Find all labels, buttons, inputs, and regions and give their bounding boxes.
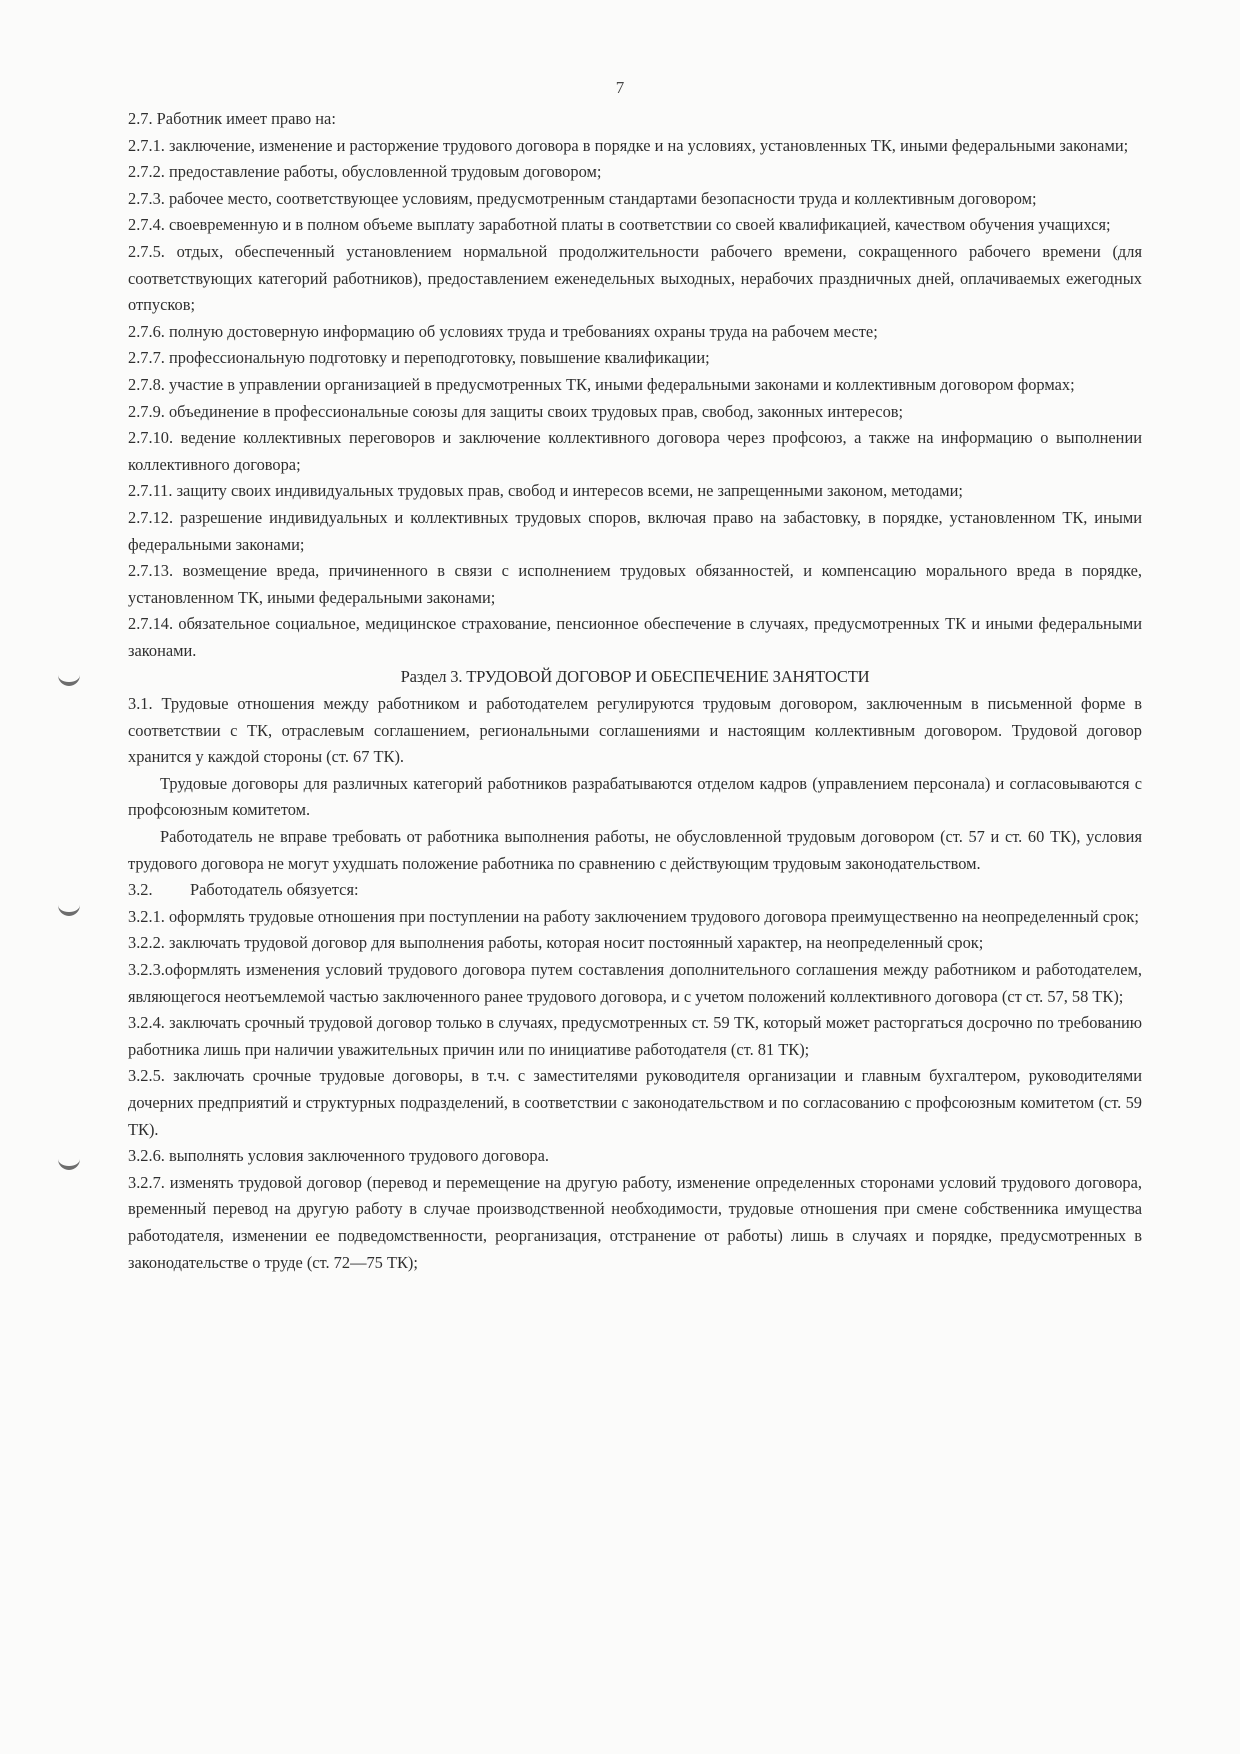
list-item-heading: [128, 877, 1142, 904]
paragraph: 2.7.7. профессиональную подготовку и переподготовку, повышение квалификации;: [128, 348, 710, 368]
item-text: Работодатель обязуется:: [190, 880, 359, 900]
paragraph: 3.2.4. заключать срочный трудовой договор только в случаях, предусмотренных ст. 59 ТК, который может расторгаться досрочно по требованию работника лишь при наличии уважительных причин или по инициативе работодателя (ст. 81 ТК);: [128, 1013, 1142, 1059]
document-body: [128, 106, 1142, 1276]
paragraph: 3.2.7. изменять трудовой договор (перевод и перемещение на другую работу, изменение определенных сторонами условий трудового договора, временный перевод на другую работу в случае производственной необходимости, трудовые отношения при смене собственника имущества работодателя, изменении ее подведомственности, реорганизация, отстранение от работы) лишь в случаях и порядке, предусмотренных в законодательстве о труде (ст. 72—75 ТК);: [128, 1172, 1142, 1272]
paragraph: 3.2.1. оформлять трудовые отношения при поступлении на работу заключением трудового договора преимущественно на неопределенный срок;: [128, 906, 1139, 926]
paragraph: 2.7.10. ведение коллективных переговоров и заключение коллективного договора через профсоюз, а также на информацию о выполнении коллективного договора;: [128, 428, 1142, 474]
paragraph: 3.1. Трудовые отношения между работником и работодателем регулируются трудовым договором, заключенным в письменной форме в соответствии с ТК, отраслевым соглашением, региональными соглашениями и настоящим коллективным договором. Трудовой договор хранится у каждой стороны (ст. 67 ТК).: [128, 694, 1142, 767]
paragraph: 2.7.1. заключение, изменение и расторжение трудового договора в порядке и на условиях, установленных ТК, иными федеральными законами;: [128, 135, 1129, 155]
paragraph: 2.7.2. предоставление работы, обусловленной трудовым договором;: [128, 162, 602, 182]
paragraph: 2.7.13. возмещение вреда, причиненного в связи с исполнением трудовых обязанностей, и компенсацию морального вреда в порядке, установленном ТК, иными федеральными законами;: [128, 561, 1142, 607]
binder-hole-mark: [58, 668, 80, 686]
paragraph: 2.7.6. полную достоверную информацию об условиях труда и требованиях охраны труда на рабочем месте;: [128, 321, 878, 341]
page-number: 7: [615, 78, 625, 97]
binder-hole-mark: [58, 1152, 80, 1170]
paragraph: 2.7.8. участие в управлении организацией в предусмотренных ТК, иными федеральными законами и коллективным договором формах;: [128, 374, 1075, 394]
paragraph: 2.7.9. объединение в профессиональные союзы для защиты своих трудовых прав, свобод, законных интересов;: [128, 401, 904, 421]
paragraph: 3.2.6. выполнять условия заключенного трудового договора.: [128, 1146, 549, 1166]
binder-hole-mark: [58, 898, 80, 916]
paragraph: 3.2.2. заключать трудовой договор для выполнения работы, которая носит постоянный характер, на неопределенный срок;: [128, 933, 984, 953]
item-number: 3.2.: [128, 880, 153, 900]
paragraph: 2.7.3. рабочее место, соответствующее условиям, предусмотренным стандартами безопасности труда и коллективным договором;: [128, 188, 1037, 208]
paragraph: 2.7.11. защиту своих индивидуальных трудовых прав, свобод и интересов всеми, не запрещенными законом, методами;: [128, 481, 963, 501]
paragraph: 3.2.5. заключать срочные трудовые договоры, в т.ч. с заместителями руководителя организации и главным бухгалтером, руководителями дочерних предприятий и структурных подразделений, в соответствии с законодательством и по согласованию с профсоюзным комитетом (ст. 59 ТК).: [128, 1066, 1142, 1139]
paragraph: Работодатель не вправе требовать от работника выполнения работы, не обусловленной трудовым договором (ст. 57 и ст. 60 ТК), условия трудового договора не могут ухудшать положение работника по сравнению с действующим трудовым законодательством.: [128, 827, 1142, 873]
paragraph: 2.7.12. разрешение индивидуальных и коллективных трудовых споров, включая право на забастовку, в порядке, установленном ТК, иными федеральными законами;: [128, 507, 1142, 554]
section-heading: Раздел 3. ТРУДОВОЙ ДОГОВОР И ОБЕСПЕЧЕНИЕ ЗАНЯТОСТИ: [400, 667, 870, 687]
paragraph: 2.7.14. обязательное социальное, медицинское страхование, пенсионное обеспечение в случаях, предусмотренных ТК и иными федеральными законами.: [128, 614, 1142, 660]
paragraph: Трудовые договоры для различных категорий работников разрабатываются отделом кадров (управлением персонала) и согласовываются с профсоюзным комитетом.: [128, 773, 1142, 820]
paragraph: 2.7.4. своевременную и в полном объеме выплату заработной платы в соответствии со своей квалификацией, качеством обучения учащихся;: [128, 215, 1111, 235]
paragraph: 2.7. Работник имеет право на:: [128, 109, 336, 128]
paragraph: 3.2.3.оформлять изменения условий трудового договора путем составления дополнительного соглашения между работником и работодателем, являющегося неотъемлемой частью заключенного ранее трудового договора, и с учетом положений коллективного договора (ст ст. 57, 58 ТК);: [128, 960, 1142, 1006]
paragraph: 2.7.5. отдых, обеспеченный установлением нормальной продолжительности рабочего времени, сокращенного рабочего времени (для соответствующих категорий работников), предоставлением еженедельных выходных, нерабочих праздничных дней, оплачиваемых ежегодных отпусков;: [128, 241, 1142, 315]
